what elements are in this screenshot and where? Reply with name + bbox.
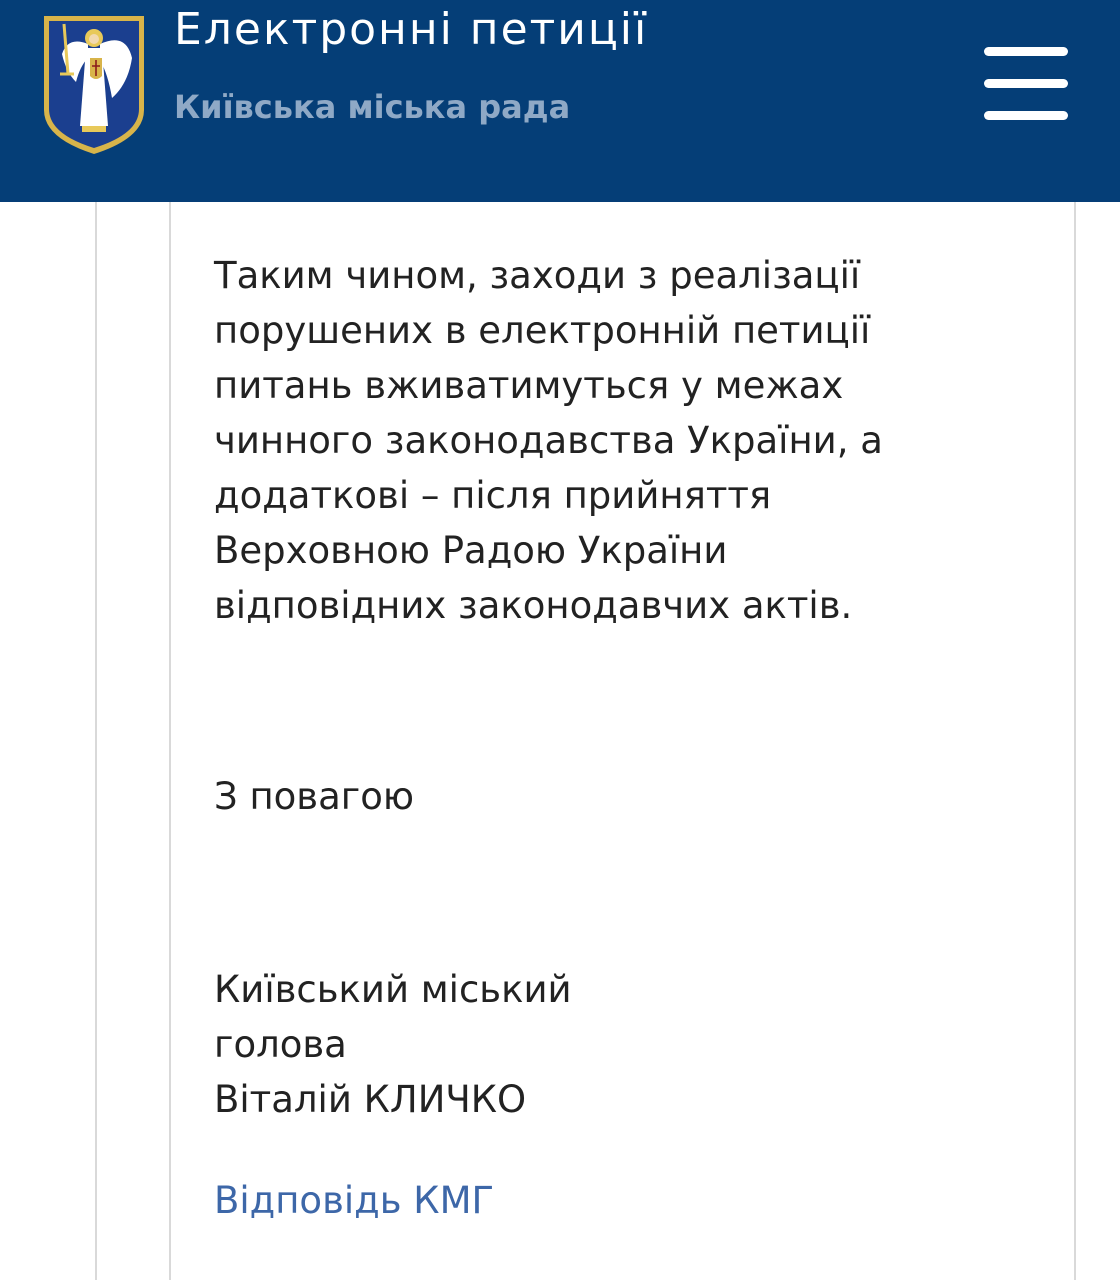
paragraph-line: чинного законодавства України, а: [214, 419, 883, 462]
response-paragraph: [214, 248, 944, 633]
site-subtitle[interactable]: Київська міська рада: [174, 88, 571, 126]
greeting-text: З повагою: [214, 775, 415, 818]
menu-bar: [984, 47, 1068, 56]
paragraph-line: Верховною Радою України: [214, 529, 728, 572]
hamburger-menu-icon[interactable]: [980, 44, 1072, 124]
menu-bar: [984, 111, 1068, 120]
outer-frame-left-border: [95, 202, 97, 1280]
paragraph-line: Таким чином, заходи з реалізації: [214, 254, 861, 297]
signature-line: Київський міський: [214, 968, 572, 1011]
inner-frame-left-border: [169, 202, 171, 1280]
signature-block: [214, 962, 944, 1127]
petition-response-body: [214, 248, 944, 1228]
menu-bar: [984, 79, 1068, 88]
signature-line: Віталій КЛИЧКО: [214, 1078, 527, 1121]
paragraph-line: додаткові – після прийняття: [214, 474, 772, 517]
site-title[interactable]: Електронні петиції: [174, 4, 649, 55]
paragraph-line: порушених в електронній петиції: [214, 309, 871, 352]
paragraph-line: відповідних законодавчих актів.: [214, 584, 853, 627]
kyiv-coat-of-arms-icon[interactable]: [42, 14, 146, 156]
signature-line: голова: [214, 1023, 347, 1066]
frame-right-border: [1074, 202, 1076, 1280]
site-header: [0, 0, 1120, 202]
kmg-response-link[interactable]: Відповідь КМГ: [214, 1179, 495, 1222]
paragraph-line: питань вживатимуться у межах: [214, 364, 844, 407]
